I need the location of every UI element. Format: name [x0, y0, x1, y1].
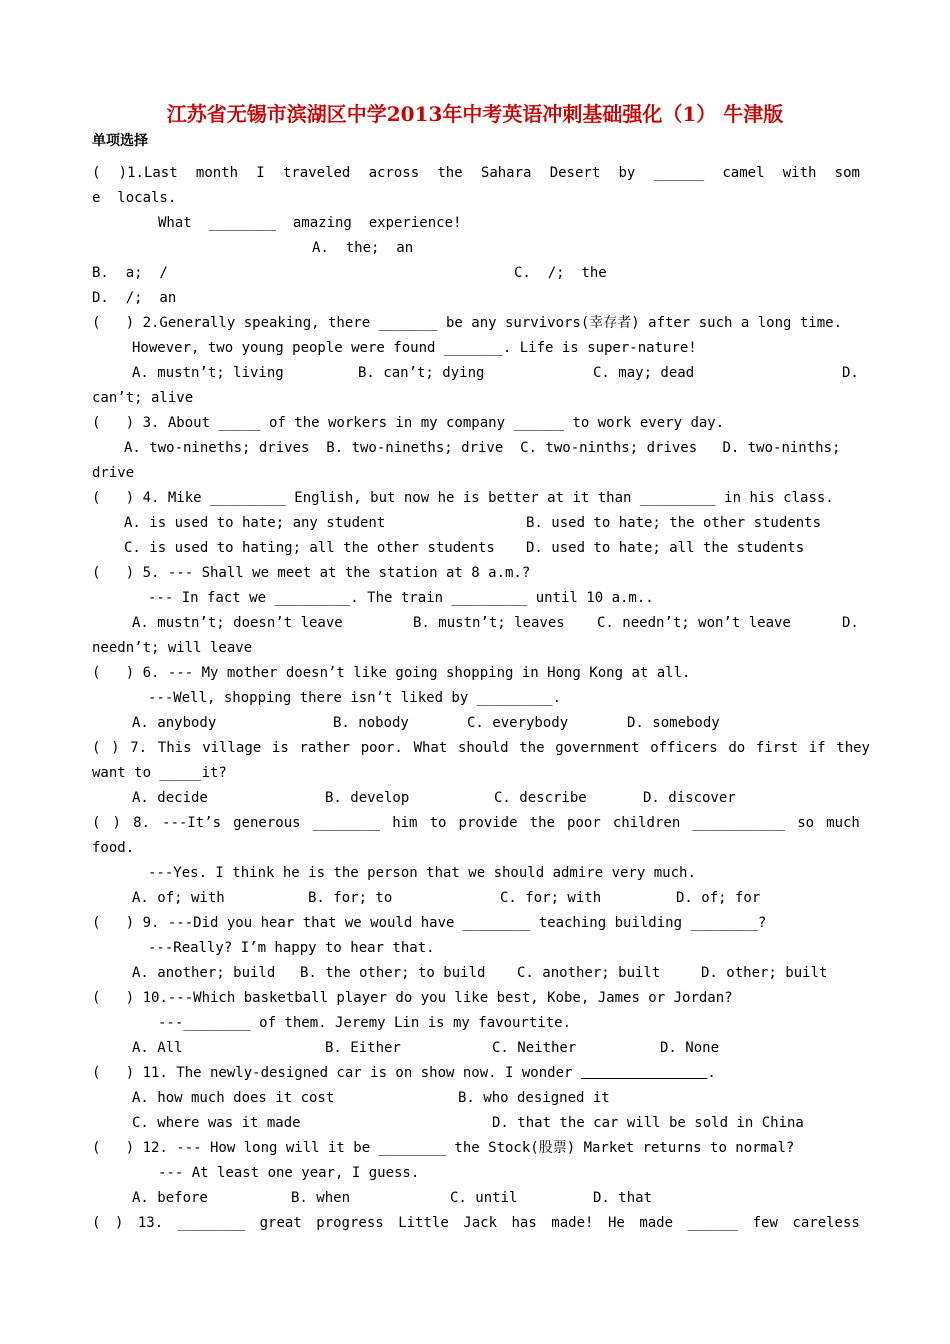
question-2-option-b: B. can’t; dying: [358, 365, 485, 381]
word: 13.: [137, 1215, 164, 1231]
word: careless: [792, 1215, 860, 1231]
word: ---It’s: [162, 815, 222, 831]
question-5-option-b: B. mustn’t; leaves: [413, 615, 565, 631]
word: Sahara: [480, 165, 532, 181]
question-7-option-d: D. discover: [643, 790, 736, 806]
word: I: [256, 165, 265, 181]
word: should: [457, 740, 509, 756]
question-1-option-a: A. the; an: [312, 240, 414, 256]
question-5-option-d-cont: needn’t; will leave: [92, 640, 253, 656]
word: som: [834, 165, 860, 181]
question-6-option-a: A. anybody: [132, 715, 217, 731]
question-12-stem: ( ) 12. --- How long will it be ________ the Stock(股票) Market returns to normal?: [92, 1140, 795, 1156]
question-11-option-c: C. where was it made: [132, 1115, 301, 1131]
word: to: [429, 815, 447, 831]
question-10-option-a: A. All: [132, 1040, 183, 1056]
word: month: [195, 165, 239, 181]
word: children: [612, 815, 681, 831]
question-12-option-b: B. when: [291, 1190, 351, 1206]
question-11-period: .: [707, 1065, 716, 1081]
word: Little: [398, 1215, 449, 1231]
word: across: [368, 165, 420, 181]
word: progress: [316, 1215, 384, 1231]
question-9-stem: ( ) 9. ---Did you hear that we would have ________ teaching building ________?: [92, 915, 767, 931]
word: the: [437, 165, 463, 181]
question-7-option-a: A. decide: [132, 790, 208, 806]
question-10-stem: ( ) 10.---Which basketball player do you like best, Kobe, James or Jordan?: [92, 990, 733, 1006]
word: (: [92, 740, 101, 756]
word: do: [728, 740, 746, 756]
section-heading: 单项选择: [92, 133, 148, 149]
question-8-stem: [92, 814, 860, 832]
word: 8.: [133, 815, 150, 831]
word: ): [112, 815, 121, 831]
word: is: [271, 740, 289, 756]
word: (: [92, 165, 101, 181]
question-8-stem-cont: food.: [92, 840, 135, 856]
question-6-option-d: D. somebody: [627, 715, 720, 731]
word: ___________: [692, 815, 786, 831]
question-9-option-d: D. other; built: [701, 965, 828, 981]
question-9-option-a: A. another; build: [132, 965, 276, 981]
word: traveled: [282, 165, 351, 181]
question-10-option-d: D. None: [660, 1040, 720, 1056]
question-11-answer-blank: [581, 1065, 707, 1081]
word: so: [797, 815, 815, 831]
word: few: [752, 1215, 778, 1231]
question-2-stem-cont: However, two young people were found _______. Life is super-nature!: [132, 340, 697, 356]
word: )1.Last: [118, 165, 178, 181]
word: government: [555, 740, 640, 756]
question-9-stem-cont: ---Really? I’m happy to hear that.: [148, 940, 435, 956]
question-9-option-b: B. the other; to build: [300, 965, 486, 981]
word: has: [511, 1215, 537, 1231]
question-4-option-a: A. is used to hate; any student: [124, 515, 386, 531]
word: ): [114, 1215, 124, 1231]
word: What: [413, 740, 448, 756]
word: poor.: [360, 740, 403, 756]
question-5-stem-cont: --- In fact we _________. The train _________ until 10 a.m..: [148, 590, 654, 606]
question-13-stem: [92, 1214, 860, 1232]
word: made: [639, 1215, 674, 1231]
question-8-option-d: D. of; for: [676, 890, 761, 906]
question-5-option-d: D.: [842, 615, 859, 631]
question-11-option-a: A. how much does it cost: [132, 1090, 335, 1106]
question-9-option-c: C. another; built: [517, 965, 661, 981]
word: village: [202, 740, 262, 756]
word: ): [111, 740, 120, 756]
question-11-option-b: B. who designed it: [458, 1090, 610, 1106]
question-11-stem-text: ( ) 11. The newly-designed car is on show now. I wonder: [92, 1065, 573, 1081]
word: officers: [650, 740, 718, 756]
word: ________: [312, 815, 381, 831]
word: This: [157, 740, 192, 756]
question-1-option-d: D. /; an: [92, 290, 177, 306]
question-7-stem: [92, 739, 870, 757]
word: they: [836, 740, 870, 756]
question-2-option-d-cont: can’t; alive: [92, 390, 194, 406]
question-10-stem-cont: ---________ of them. Jeremy Lin is my favourtite.: [158, 1015, 572, 1031]
question-5-option-c: C. needn’t; won’t leave: [597, 615, 791, 631]
question-11-option-d: D. that the car will be sold in China: [492, 1115, 804, 1131]
word: much: [826, 815, 860, 831]
question-1-stem-cont: e locals.: [92, 190, 177, 206]
question-7-option-b: B. develop: [325, 790, 410, 806]
word: him: [392, 815, 418, 831]
word: generous: [233, 815, 301, 831]
question-7-option-c: C. describe: [494, 790, 587, 806]
word: the: [519, 740, 545, 756]
question-6-option-c: C. everybody: [467, 715, 569, 731]
word: Jack: [463, 1215, 497, 1231]
word: poor: [567, 815, 601, 831]
question-2-option-d: D.: [842, 365, 859, 381]
question-6-stem-cont: ---Well, shopping there isn’t liked by _________.: [148, 690, 562, 706]
word: 7.: [130, 740, 148, 756]
word: camel: [722, 165, 765, 181]
question-8-option-a: A. of; with: [132, 890, 225, 906]
question-1-stem: [92, 164, 860, 182]
word: great: [259, 1215, 302, 1231]
question-3-options: A. two-nineths; drives B. two-nineths; drive C. two-ninths; drives D. two-ninths;: [124, 440, 841, 456]
word: the: [529, 815, 555, 831]
question-12-option-d: D. that: [593, 1190, 653, 1206]
question-8-option-c: C. for; with: [500, 890, 602, 906]
question-6-stem: ( ) 6. --- My mother doesn’t like going shopping in Hong Kong at all.: [92, 665, 691, 681]
question-6-option-b: B. nobody: [333, 715, 409, 731]
question-12-stem-cont: --- At least one year, I guess.: [158, 1165, 420, 1181]
page-title: 江苏省无锡市滨湖区中学2013年中考英语冲刺基础强化（1） 牛津版: [166, 102, 784, 126]
question-5-option-a: A. mustn’t; doesn’t leave: [132, 615, 343, 631]
question-8-option-b: B. for; to: [308, 890, 393, 906]
question-2-stem: ( ) 2.Generally speaking, there _______ be any survivors(幸存者) after such a long time.: [92, 315, 843, 331]
question-12-option-a: A. before: [132, 1190, 208, 1206]
question-4-option-b: B. used to hate; the other students: [526, 515, 822, 531]
question-10-option-b: B. Either: [325, 1040, 401, 1056]
question-12-option-c: C. until: [450, 1190, 518, 1206]
word: if: [808, 740, 826, 756]
word: ______: [653, 165, 705, 181]
word: (: [92, 1215, 101, 1231]
question-2-option-c: C. may; dead: [593, 365, 695, 381]
word: by: [618, 165, 636, 181]
word: with: [782, 165, 817, 181]
word: made!: [551, 1215, 594, 1231]
question-1-option-b: B. a; /: [92, 265, 168, 281]
word: provide: [458, 815, 518, 831]
question-4-option-c: C. is used to hating; all the other students: [124, 540, 495, 556]
question-1-option-c: C. /; the: [514, 265, 607, 281]
question-7-stem-cont: want to _____it?: [92, 765, 227, 781]
question-2-option-a: A. mustn’t; living: [132, 365, 284, 381]
question-1-stem-cont: What ________ amazing experience!: [158, 215, 462, 231]
word: ______: [687, 1215, 739, 1231]
question-8-stem-cont: ---Yes. I think he is the person that we should admire very much.: [148, 865, 696, 881]
question-11-stem: [92, 1064, 716, 1082]
question-3-options-cont: drive: [92, 465, 135, 481]
question-4-option-d: D. used to hate; all the students: [526, 540, 805, 556]
word: (: [92, 815, 101, 831]
question-3-stem: ( ) 3. About _____ of the workers in my company ______ to work every day.: [92, 415, 725, 431]
word: He: [607, 1215, 625, 1231]
word: Desert: [549, 165, 601, 181]
word: first: [755, 740, 799, 756]
word: ________: [177, 1215, 246, 1231]
question-5-stem: ( ) 5. --- Shall we meet at the station at 8 a.m.?: [92, 565, 531, 581]
question-4-stem: ( ) 4. Mike _________ English, but now he is better at it than _________ in his class.: [92, 490, 834, 506]
question-10-option-c: C. Neither: [492, 1040, 577, 1056]
word: rather: [299, 740, 351, 756]
